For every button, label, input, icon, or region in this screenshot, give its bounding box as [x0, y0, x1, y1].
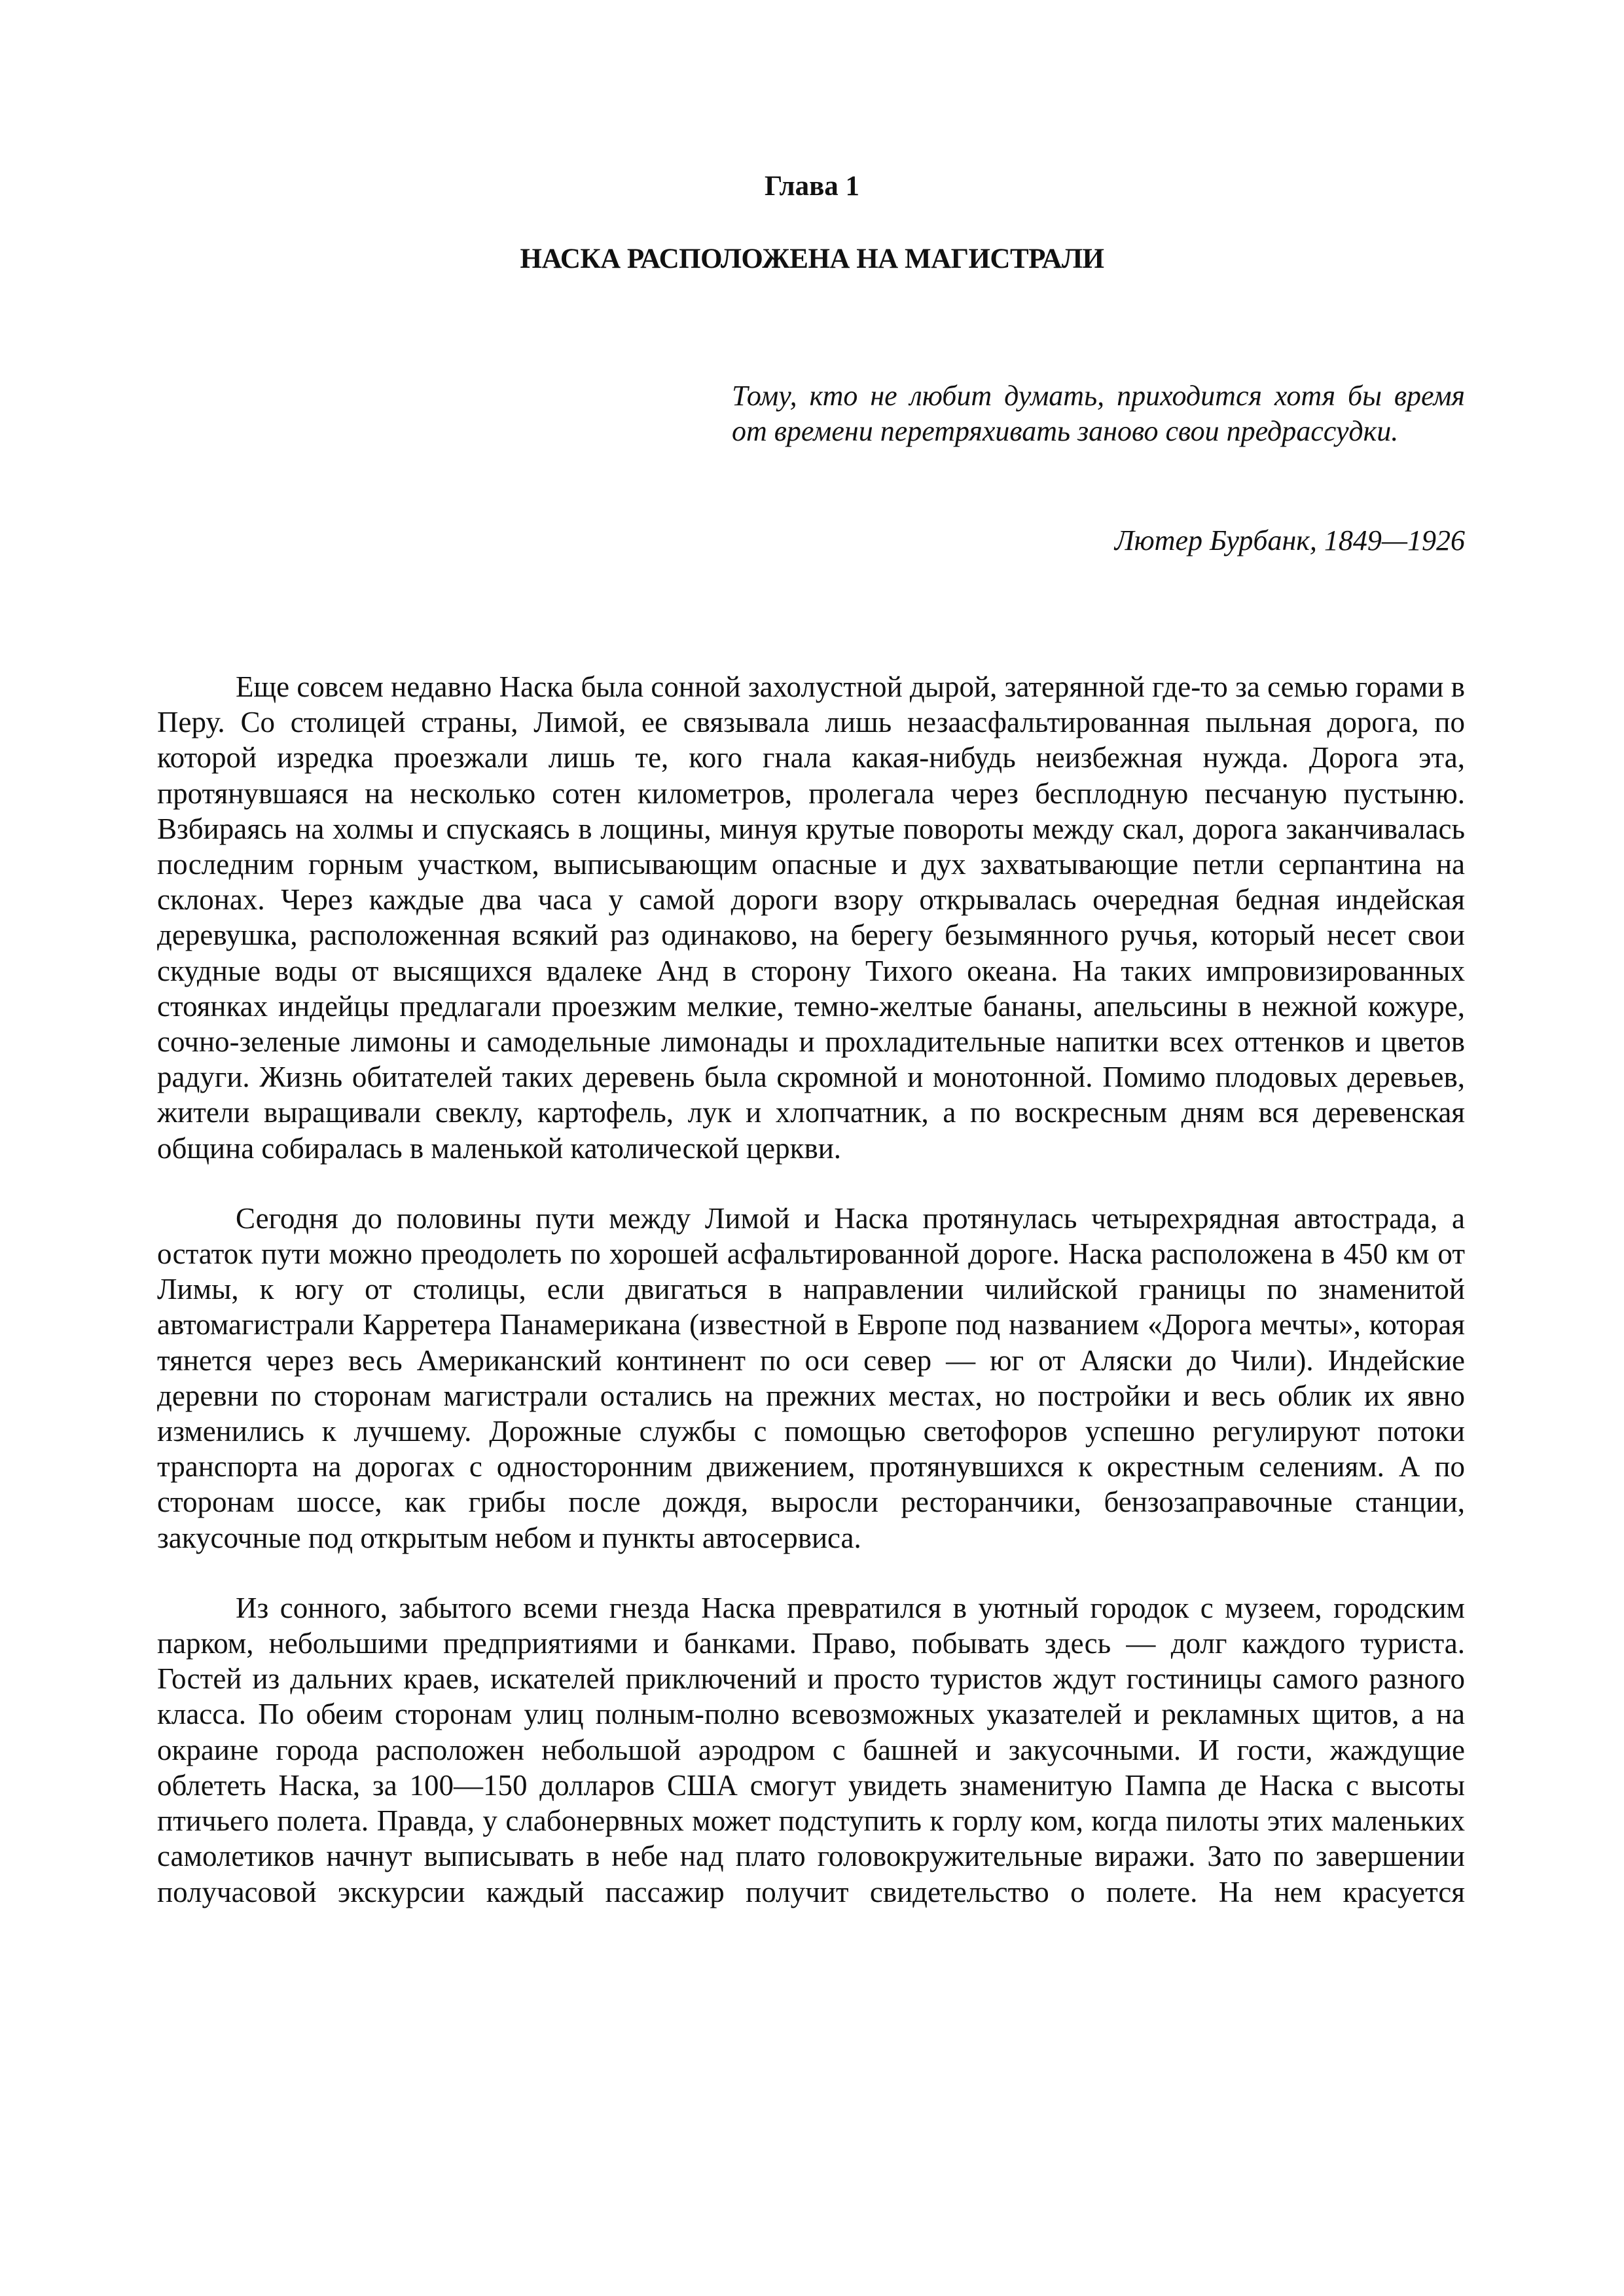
paragraph-1: Еще совсем недавно Наска была сонной захолустной дырой, затерянной где-то за семью горами в Перу. Со столицей страны, Лимой, ее связывала лишь незаасфальтированная пыльная дорога, по которой изредка проезжали лишь те, кого гнала какая-нибудь неизбежная нужда. Дорога эта, протянувшаяся на несколько сотен километров, пролегала через бесплодную песчаную пустыню. Взбираясь на холмы и спускаясь в лощины, минуя крутые повороты между скал, дорога заканчивалась последним горным участком, выписывающим опасные и дух захватывающие петли серпантина на склонах. Через каждые два часа у самой дороги взору открывалась очередная бедная индейская деревушка, расположенная всякий раз одинаково, на берегу безымянного ручья, который несет свои скудные воды от высящихся вдалеке Анд в сторону Тихого океана. На таких импровизированных стоянках индейцы предлагали проезжим мелкие, темно-желтые бананы, апельсины в нежной кожуре, сочно-зеленые лимоны и самодельные лимонады и прохладительные напитки всех оттенков и цветов радуги. Жизнь обитателей таких деревень была скромной и монотонной. Помимо плодовых деревьев, жители выращивали свеклу, картофель, лук и хлопчатник, а по воскресным дням вся деревенская община собиралась в маленькой католической церкви.: [157, 670, 1465, 1165]
chapter-label: Глава 1: [764, 171, 860, 202]
epigraph-author: Лютер Бурбанк, 1849—1926: [1114, 524, 1465, 556]
epigraph-text: Тому, кто не любит думать, приходится хотя бы время от времени перетряхивать заново свои предрассудки.: [732, 380, 1465, 447]
paragraph-2: Сегодня до половины пути между Лимой и Наска протянулась четырехрядная автострада, а остаток пути можно преодолеть по хорошей асфальтированной дороге. Наска расположена в 450 км от Лимы, к югу от столицы, если двигаться в направлении чилийской границы по знаменитой автомагистрали Карретера Панамерикана (известной в Европе под названием «Дорога мечты», которая тянется через весь Американский континент по оси север — юг от Аляски до Чили). Индейские деревни по сторонам магистрали остались на прежних местах, но постройки и весь облик их явно изменились к лучшему. Дорожные службы с помощью светофоров успешно регулируют потоки транспорта на дорогах с односторонним движением, протянувшихся к окрестным селениям. А по сторонам шоссе, как грибы после дождя, выросли ресторанчики, бензозаправочные станции, закусочные под открытым небом и пункты автосервиса.: [157, 1201, 1465, 1554]
chapter-title: НАСКА РАСПОЛОЖЕНА НА МАГИСТРАЛИ: [520, 244, 1104, 274]
body-text: [157, 669, 1465, 1910]
paragraph-3: Из сонного, забытого всеми гнезда Наска превратился в уютный городок с музеем, городским парком, небольшими предприятиями и банками. Право, побывать здесь — долг каждого туриста. Гостей из дальних краев, искателей приключений и просто туристов ждут гостиницы самого разного класса. По обеим сторонам улиц полным-полно всевозможных указателей и рекламных щитов, а на окраине города расположен небольшой аэродром с башней и закусочными. И гости, жаждущие облететь Наска, за 100—150 долларов США смогут увидеть знаменитую Пампа де Наска с высоты птичьего полета. Правда, у слабонервных может подступить к горлу ком, когда пилоты этих маленьких самолетиков начнут выписывать в небе над плато головокружительные виражи. Зато по завершении получасовой экскурсии каждый пассажир получит свидетельство о полете. На нем красуется: [157, 1591, 1465, 1908]
